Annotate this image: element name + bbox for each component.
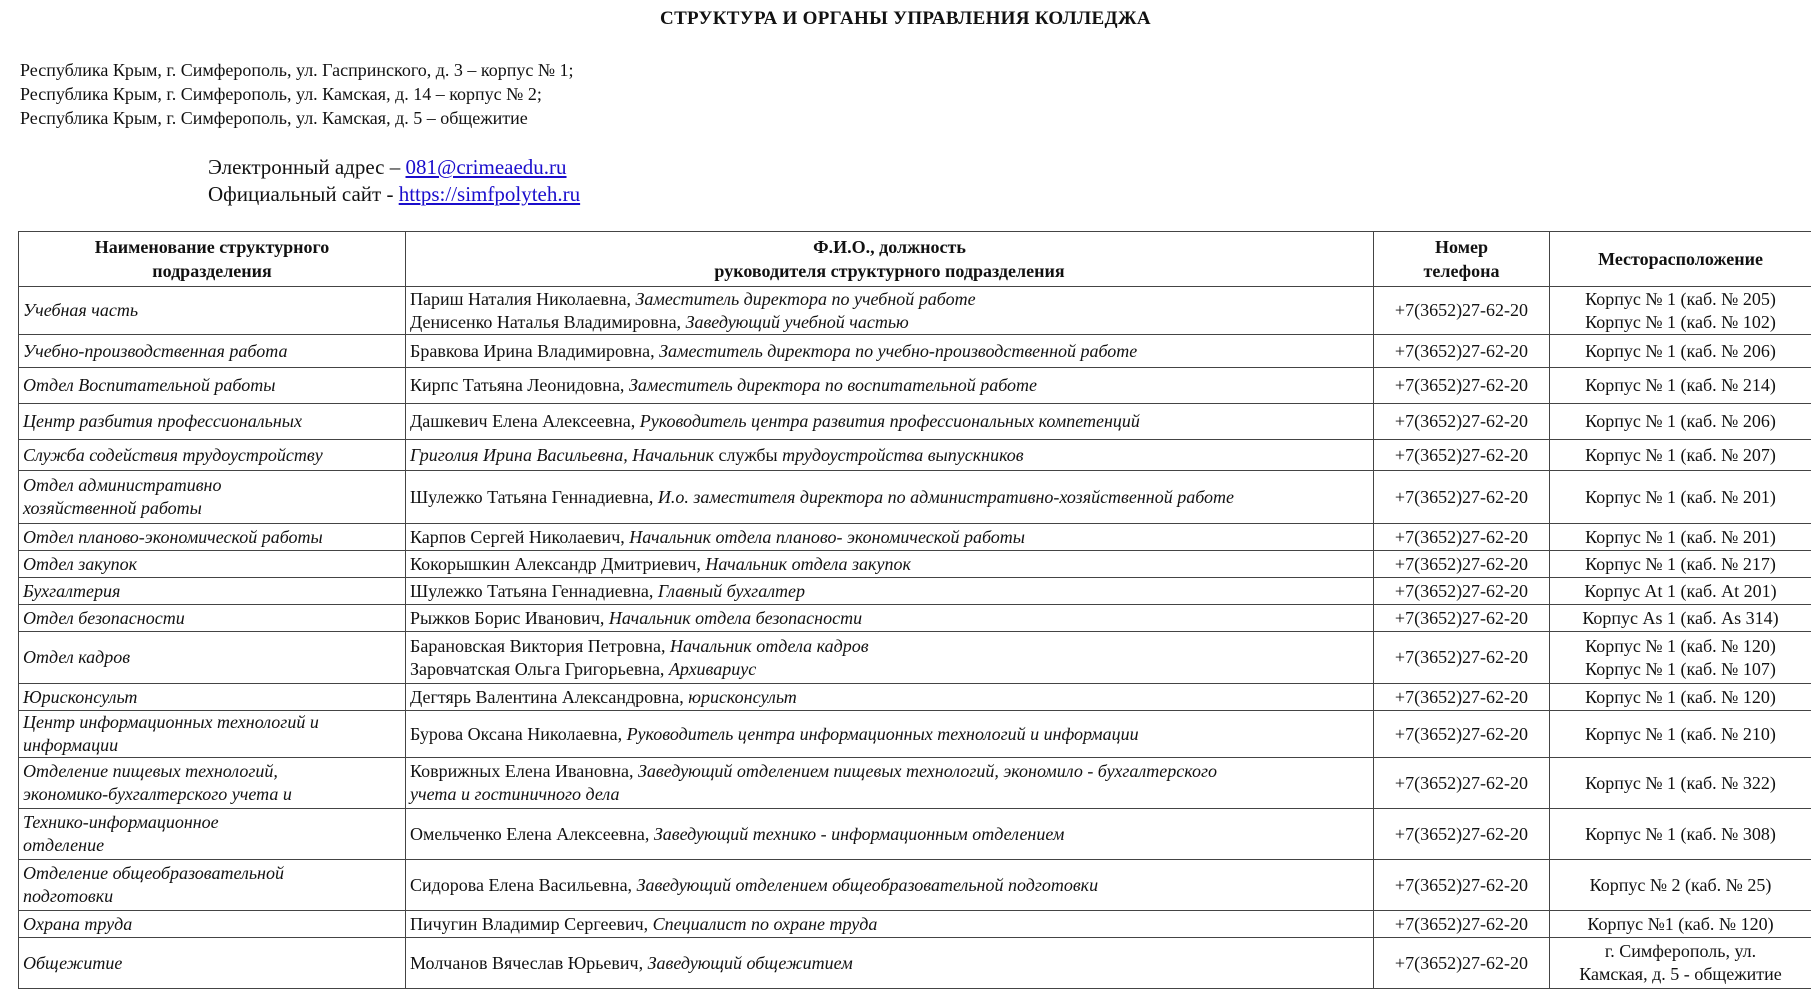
location-cell	[1550, 551, 1811, 578]
structure-table	[18, 231, 1811, 989]
head-position: юрисконсульт	[688, 686, 797, 707]
department-name: Бухгалтерия	[23, 580, 121, 601]
department-name: Отдел закупок	[23, 553, 138, 574]
head-position: Заведующий общежитием	[647, 952, 853, 973]
head-entry	[410, 823, 1369, 846]
head-cell	[406, 758, 1374, 809]
head-name: Шулежко Татьяна Геннадиевна,	[410, 580, 658, 601]
location-cell	[1550, 440, 1811, 471]
head-position: Начальник отдела закупок	[705, 553, 911, 574]
phone-cell: +7(3652)27-62-20	[1374, 471, 1550, 524]
table-row	[19, 938, 1811, 989]
head-cell	[406, 632, 1374, 684]
table-row	[19, 632, 1811, 684]
head-position: Начальник отдела кадров	[669, 635, 869, 656]
head-name: Пичугин Владимир Сергеевич,	[410, 913, 653, 934]
site-label: Официальный сайт -	[208, 182, 399, 206]
table-row	[19, 404, 1811, 440]
head-cell	[406, 471, 1374, 524]
head-name: Дегтярь Валентина Александровна,	[410, 686, 689, 707]
location-cell	[1550, 711, 1811, 758]
department-name: Отдел кадров	[23, 647, 131, 667]
head-cell	[406, 578, 1374, 605]
head-entry	[410, 783, 1369, 806]
table-row	[19, 684, 1811, 711]
head-name: Коврижных Елена Ивановна,	[410, 761, 638, 781]
head-entry	[410, 874, 1369, 897]
department-name: информации	[23, 735, 119, 755]
location-cell	[1550, 938, 1811, 989]
head-position: Руководитель центра развития профессиональных компетенций	[639, 411, 1140, 431]
department-name: Отдел планово-экономической работы	[23, 526, 323, 547]
head-cell	[406, 911, 1374, 938]
head-cell	[406, 368, 1374, 404]
department-cell	[19, 911, 406, 938]
column-header-phone: Номер телефона	[1374, 232, 1550, 287]
head-cell	[406, 938, 1374, 989]
phone-cell: +7(3652)27-62-20	[1374, 524, 1550, 551]
head-position: Начальник отдела планово- экономической работы	[629, 526, 1025, 547]
column-header-location: Месторасположение	[1550, 232, 1811, 287]
department-cell	[19, 440, 406, 471]
location-text: Корпус № 1 (каб. № 102)	[1585, 311, 1776, 332]
table-row	[19, 471, 1811, 524]
head-entry	[410, 311, 1369, 334]
department-cell	[19, 758, 406, 809]
head-entry	[410, 760, 1369, 783]
head-entry	[410, 913, 1369, 936]
phone-cell: +7(3652)27-62-20	[1374, 404, 1550, 440]
location-cell	[1550, 605, 1811, 632]
address-line: Республика Крым, г. Симферополь, ул. Камская, д. 5 – общежитие	[20, 108, 528, 128]
phone-cell: +7(3652)27-62-20	[1374, 684, 1550, 711]
head-name: Сидорова Елена Васильевна,	[410, 874, 637, 895]
site-row	[208, 181, 580, 208]
location-text: Корпус № 1 (каб. № 120)	[1585, 635, 1776, 656]
phone-cell: +7(3652)27-62-20	[1374, 551, 1550, 578]
location-text: Корпус № 1 (каб. № 107)	[1585, 658, 1776, 679]
head-position-plain: службы	[713, 444, 783, 465]
location-text: Корпус № 1 (каб. № 205)	[1585, 288, 1776, 309]
head-name: Кокорышкин Александр Дмитриевич,	[410, 553, 706, 574]
location-cell	[1550, 404, 1811, 440]
head-position: Заместитель директора по учебно-производственной работе	[659, 340, 1138, 361]
head-name: Карпов Сергей Николаевич,	[410, 526, 630, 547]
location-cell	[1550, 578, 1811, 605]
head-position: Заведующий отделением пищевых технологий, экономило - бухгалтерского	[638, 761, 1217, 781]
head-position: Главный бухгалтер	[657, 580, 806, 601]
table-header-row	[19, 232, 1811, 287]
email-link[interactable]: 081@crimeaedu.ru	[405, 155, 567, 179]
department-cell	[19, 860, 406, 911]
location-cell	[1550, 911, 1811, 938]
department-cell	[19, 368, 406, 404]
department-name: хозяйственной работы	[23, 498, 202, 518]
department-name: Учебно-производственная работа	[23, 340, 288, 361]
head-cell	[406, 287, 1374, 335]
head-cell	[406, 711, 1374, 758]
site-link[interactable]: https://simfpolyteh.ru	[398, 182, 581, 206]
table-body	[19, 287, 1811, 989]
head-position: Григолия Ирина Васильевна, Начальник	[410, 444, 714, 465]
head-entry	[410, 486, 1369, 509]
head-position: Архивариус	[668, 658, 757, 679]
phone-cell: +7(3652)27-62-20	[1374, 911, 1550, 938]
location-text: Корпус № 1 (каб. № 214)	[1585, 375, 1776, 395]
department-cell	[19, 809, 406, 860]
email-row	[208, 154, 580, 181]
location-cell	[1550, 335, 1811, 368]
column-header-head: Ф.И.О., должность руководителя структурного подразделения	[406, 232, 1374, 287]
head-cell	[406, 440, 1374, 471]
location-text: Корпус At 1 (каб. At 201)	[1584, 580, 1777, 601]
head-position: Заведующий технико - информационным отделением	[653, 823, 1065, 844]
phone-cell: +7(3652)27-62-20	[1374, 860, 1550, 911]
head-name: Париш Наталия Николаевна,	[410, 288, 636, 309]
location-cell	[1550, 809, 1811, 860]
location-cell	[1550, 368, 1811, 404]
department-cell	[19, 471, 406, 524]
table-row	[19, 440, 1811, 471]
head-cell	[406, 684, 1374, 711]
head-cell	[406, 404, 1374, 440]
department-name: Отдел безопасности	[23, 607, 185, 628]
department-name: Отделение пищевых технологий,	[23, 761, 278, 781]
phone-cell: +7(3652)27-62-20	[1374, 287, 1550, 335]
department-cell	[19, 632, 406, 684]
email-label: Электронный адрес –	[208, 155, 406, 179]
head-position: Начальник отдела безопасности	[608, 607, 863, 628]
phone-cell: +7(3652)27-62-20	[1374, 368, 1550, 404]
head-position: Руководитель центра информационных технологий и информации	[626, 723, 1139, 744]
phone-cell: +7(3652)27-62-20	[1374, 605, 1550, 632]
department-name: Отдел Воспитательной работы	[23, 375, 276, 395]
department-name: Центр разбития профессиональных	[23, 411, 302, 431]
department-cell	[19, 684, 406, 711]
phone-cell: +7(3652)27-62-20	[1374, 578, 1550, 605]
head-name: Рыжков Борис Иванович,	[410, 607, 609, 628]
table-row	[19, 860, 1811, 911]
head-name: Омельченко Елена Алексеевна,	[410, 823, 654, 844]
head-entry	[410, 340, 1369, 363]
head-name: Барановская Виктория Петровна,	[410, 635, 670, 656]
location-cell	[1550, 684, 1811, 711]
location-text: Корпус № 1 (каб. № 308)	[1585, 823, 1776, 844]
head-name: Заровчатская Ольга Григорьевна,	[410, 658, 669, 679]
location-text: Корпус As 1 (каб. As 314)	[1582, 607, 1779, 628]
head-name: Дашкевич Елена Алексеевна,	[410, 411, 640, 431]
head-position: Специалист по охране труда	[652, 913, 878, 934]
department-cell	[19, 335, 406, 368]
table-row	[19, 711, 1811, 758]
phone-cell: +7(3652)27-62-20	[1374, 632, 1550, 684]
head-entry	[410, 444, 1369, 467]
head-entry	[410, 526, 1369, 549]
head-entry	[410, 607, 1369, 630]
department-name: подготовки	[23, 886, 114, 906]
location-cell	[1550, 524, 1811, 551]
table-row	[19, 911, 1811, 938]
phone-cell: +7(3652)27-62-20	[1374, 335, 1550, 368]
department-cell	[19, 404, 406, 440]
head-name: Бурова Оксана Николаевна,	[410, 723, 627, 744]
head-name: Кирпс Татьяна Леонидовна,	[410, 375, 629, 395]
department-cell	[19, 605, 406, 632]
table-row	[19, 578, 1811, 605]
address-line: Республика Крым, г. Симферополь, ул. Гаспринского, д. 3 – корпус № 1;	[20, 60, 574, 80]
head-entry	[410, 553, 1369, 576]
department-cell	[19, 524, 406, 551]
head-cell	[406, 551, 1374, 578]
department-name: Общежитие	[23, 952, 123, 973]
head-name: Шулежко Татьяна Геннадиевна,	[410, 486, 658, 507]
head-entry	[410, 658, 1369, 681]
address-line: Республика Крым, г. Симферополь, ул. Камская, д. 14 – корпус № 2;	[20, 84, 542, 104]
department-name: отделение	[23, 835, 105, 855]
location-text: Корпус № 1 (каб. № 217)	[1585, 553, 1776, 574]
department-name: Центр информационных технологий и	[23, 712, 319, 732]
department-cell	[19, 711, 406, 758]
department-name: Охрана труда	[23, 913, 133, 934]
head-position: Заведующий отделением общеобразовательной подготовки	[636, 874, 1099, 895]
phone-cell: +7(3652)27-62-20	[1374, 809, 1550, 860]
head-cell	[406, 524, 1374, 551]
department-name: Служба содействия трудоустройству	[23, 444, 323, 465]
department-cell	[19, 938, 406, 989]
department-name: Учебная часть	[23, 300, 139, 320]
location-text: Корпус № 1 (каб. № 206)	[1585, 411, 1776, 431]
phone-cell: +7(3652)27-62-20	[1374, 440, 1550, 471]
head-cell	[406, 605, 1374, 632]
head-position: Заместитель директора по учебной работе	[635, 288, 976, 309]
table-row	[19, 605, 1811, 632]
address-block	[20, 58, 574, 130]
table-row	[19, 287, 1811, 335]
head-cell	[406, 860, 1374, 911]
head-position: трудоустройства выпускников	[782, 444, 1024, 465]
location-text: Корпус № 1 (каб. № 201)	[1585, 486, 1776, 507]
department-cell	[19, 287, 406, 335]
department-name: Юрисконсульт	[23, 686, 138, 707]
location-text: Корпус № 1 (каб. № 206)	[1585, 340, 1776, 361]
head-entry	[410, 723, 1369, 746]
department-name: экономико-бухгалтерского учета и	[23, 784, 292, 804]
table-row	[19, 758, 1811, 809]
phone-cell: +7(3652)27-62-20	[1374, 711, 1550, 758]
head-position: Заведующий учебной частью	[685, 311, 909, 332]
department-cell	[19, 578, 406, 605]
head-entry	[410, 686, 1369, 709]
head-entry	[410, 635, 1369, 658]
page-title: СТРУКТУРА И ОРГАНЫ УПРАВЛЕНИЯ КОЛЛЕДЖА	[660, 8, 1151, 29]
location-cell	[1550, 471, 1811, 524]
head-position: Заместитель директора по воспитательной работе	[628, 375, 1038, 395]
head-cell	[406, 809, 1374, 860]
location-text: Камская, д. 5 - общежитие	[1579, 964, 1782, 984]
department-name: Отделение общеобразовательной	[23, 863, 284, 883]
table-row	[19, 524, 1811, 551]
location-text: г. Симферополь, ул.	[1604, 941, 1757, 961]
department-name: Технико-информационное	[23, 812, 219, 832]
head-cell	[406, 335, 1374, 368]
head-entry	[410, 374, 1369, 397]
location-text: Корпус № 1 (каб. № 201)	[1585, 526, 1776, 547]
head-name: Молчанов Вячеслав Юрьевич,	[410, 952, 648, 973]
location-cell	[1550, 860, 1811, 911]
location-cell	[1550, 758, 1811, 809]
head-entry	[410, 952, 1369, 975]
table-row	[19, 335, 1811, 368]
department-name: Отдел административно	[23, 475, 222, 495]
location-text: Корпус № 2 (каб. № 25)	[1589, 874, 1772, 895]
head-name: Денисенко Наталья Владимировна,	[410, 311, 686, 332]
department-cell	[19, 551, 406, 578]
location-text: Корпус №1 (каб. № 120)	[1587, 913, 1774, 934]
location-text: Корпус № 1 (каб. № 322)	[1585, 772, 1776, 793]
location-cell	[1550, 287, 1811, 335]
head-entry	[410, 410, 1369, 433]
head-entry	[410, 288, 1369, 311]
head-name: Бравкова Ирина Владимировна,	[410, 340, 660, 361]
phone-cell: +7(3652)27-62-20	[1374, 758, 1550, 809]
head-position: учета и гостиничного дела	[410, 784, 620, 804]
head-entry	[410, 580, 1369, 603]
table-row	[19, 551, 1811, 578]
phone-cell: +7(3652)27-62-20	[1374, 938, 1550, 989]
table-row	[19, 368, 1811, 404]
location-text: Корпус № 1 (каб. № 120)	[1585, 686, 1776, 707]
head-position: И.о. заместителя директора по административно-хозяйственной работе	[657, 486, 1235, 507]
table-row	[19, 809, 1811, 860]
contacts-block	[208, 154, 580, 208]
location-text: Корпус № 1 (каб. № 207)	[1585, 444, 1776, 465]
column-header-department: Наименование структурного подразделения	[19, 232, 406, 287]
location-cell	[1550, 632, 1811, 684]
location-text: Корпус № 1 (каб. № 210)	[1585, 723, 1776, 744]
